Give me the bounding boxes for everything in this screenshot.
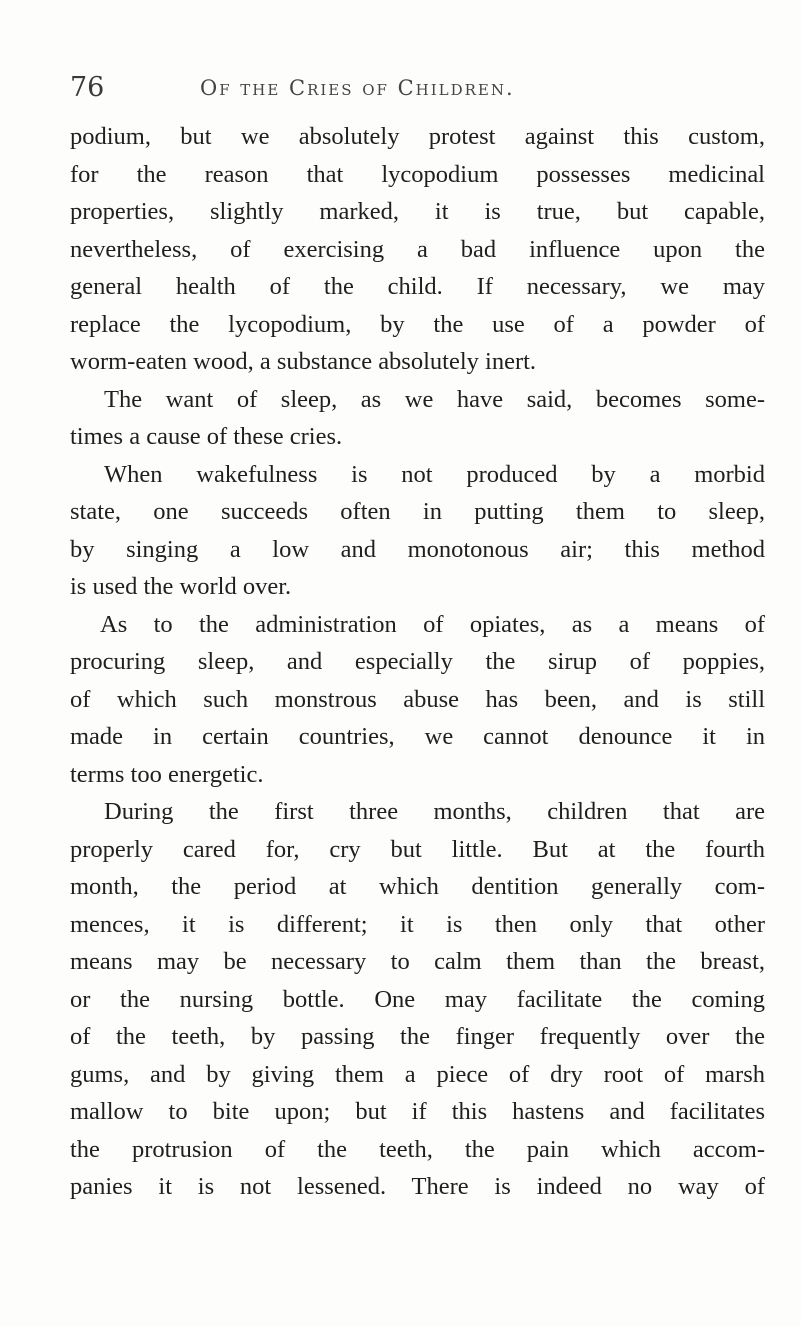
text-line: for the reason that lycopodium possesses medicinal — [70, 160, 765, 188]
text-line: is used the world over. — [70, 573, 292, 600]
text-line: by singing a low and monotonous air; this method — [70, 535, 765, 563]
text-line: procuring sleep, and especially the sirup of poppies, — [70, 648, 765, 675]
text-line: gums, and by giving them a piece of dry root of marsh — [70, 1060, 765, 1088]
text-line: or the nursing bottle. One may facilitate the coming — [70, 985, 765, 1013]
page-number: 76 — [70, 72, 105, 103]
running-head — [70, 72, 760, 112]
text-line: mallow to bite upon; but if this hastens and facilitates — [70, 1098, 765, 1125]
text-line: replace the lycopodium, by the use of a powder of — [70, 310, 765, 338]
text-line: times a cause of these cries. — [70, 423, 343, 450]
text-line: means may be necessary to calm them than the breast, — [70, 948, 765, 975]
text-line: podium, but we absolutely protest against this custom, — [70, 123, 765, 150]
text-line: panies it is not lessened. There is indeed no way of — [70, 1173, 765, 1200]
running-title: Of the Cries of Children. — [200, 76, 515, 100]
text-line: worm-eaten wood, a substance absolutely inert. — [70, 348, 537, 375]
text-line: properly cared for, cry but little. But at the fourth — [70, 835, 765, 863]
text-line: terms too energetic. — [70, 760, 264, 788]
text-line: of which such monstrous abuse has been, and is still — [70, 685, 765, 713]
text-line: of the teeth, by passing the finger frequently over the — [70, 1023, 765, 1050]
text-line: the protrusion of the teeth, the pain which accom- — [70, 1135, 765, 1163]
paragraph-first-line: During the first three months, children that are — [104, 798, 765, 825]
text-line: state, one succeeds often in putting them to sleep, — [70, 498, 765, 525]
text-line: general health of the child. If necessary, we may — [70, 273, 765, 300]
body-text — [70, 118, 765, 1206]
paragraph-first-line: As to the administration of opiates, as a means of — [100, 610, 765, 638]
text-line: nevertheless, of exercising a bad influence upon the — [70, 235, 765, 263]
paragraph-first-line: When wakefulness is not produced by a morbid — [104, 460, 765, 488]
text-line: month, the period at which dentition generally com- — [70, 873, 765, 900]
paragraph-first-line: The want of sleep, as we have said, becomes some- — [104, 385, 765, 413]
text-line: properties, slightly marked, it is true, but capable, — [70, 198, 765, 225]
text-line: mences, it is different; it is then only that other — [70, 910, 765, 938]
text-line: made in certain countries, we cannot denounce it in — [70, 723, 765, 750]
